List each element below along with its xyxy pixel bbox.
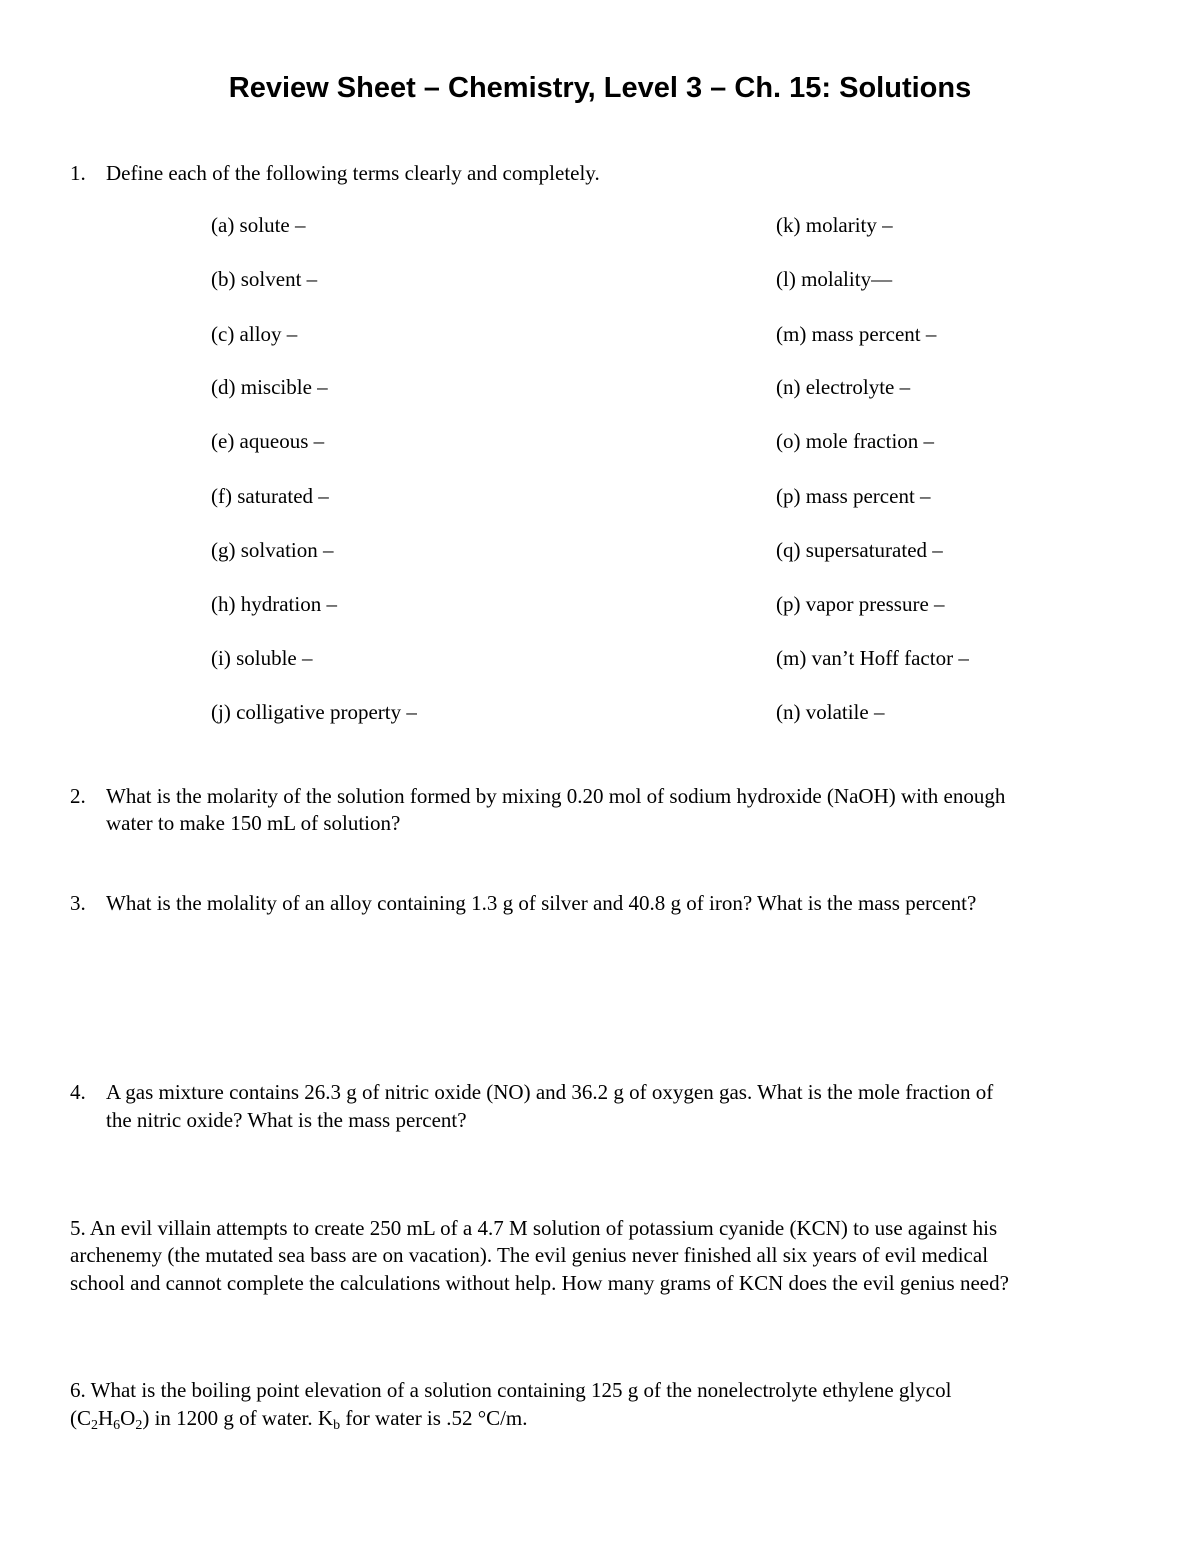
term-j: (j) colligative property – [211,700,417,724]
term-a: (a) solute – [211,213,306,237]
term-k: (k) molarity – [776,213,893,237]
question-2-number: 2. [70,784,86,808]
question-2-line-1: What is the molarity of the solution formed by mixing 0.20 mol of sodium hydroxide (NaOH) with enough [106,784,1006,808]
term-h: (h) hydration – [211,592,337,616]
term-p-vapor: (p) vapor pressure – [776,592,945,616]
term-e: (e) aqueous – [211,429,325,453]
term-f: (f) saturated – [211,484,329,508]
term-o: (o) mole fraction – [776,429,935,453]
question-4-line-2: the nitric oxide? What is the mass percent? [106,1108,467,1132]
question-4-number: 4. [70,1080,86,1104]
question-6-middle: ) in 1200 g of water. K [142,1406,334,1430]
term-g: (g) solvation – [211,538,334,562]
term-i: (i) soluble – [211,646,313,670]
question-1-text: Define each of the following terms clearly and completely. [106,161,600,185]
question-4-line-1: A gas mixture contains 26.3 g of nitric oxide (NO) and 36.2 g of oxygen gas. What is the mole fraction of [106,1080,994,1104]
page-title: Review Sheet – Chemistry, Level 3 – Ch. 15: Solutions [228,72,972,104]
term-b: (b) solvent – [211,267,318,291]
term-m: (m) mass percent – [776,322,937,346]
question-5-line-2: archenemy (the mutated sea bass are on vacation). The evil genius never finished all six years of evil medical [70,1243,989,1267]
question-3-text: What is the molality of an alloy containing 1.3 g of silver and 40.8 g of iron? What is the mass percent? [106,891,977,915]
question-2-line-2: water to make 150 mL of solution? [106,811,401,835]
term-m-vant-hoff: (m) van’t Hoff factor – [776,646,969,670]
term-n-volatile: (n) volatile – [776,700,885,724]
question-6-end: for water is .52 °C/m. [340,1406,528,1430]
subscript-kb: b [333,1418,341,1433]
question-3-number: 3. [70,891,86,915]
question-1-number: 1. [70,161,86,185]
term-c: (c) alloy – [211,322,298,346]
question-6-line-1: 6. What is the boiling point elevation of a solution containing 125 g of the nonelectrolyte ethylene glycol [70,1378,952,1402]
term-q: (q) supersaturated – [776,538,943,562]
subscript-c: 2 [91,1418,98,1433]
term-n: (n) electrolyte – [776,375,911,399]
question-6-line-2 [70,1405,528,1432]
subscript-h: 6 [113,1418,121,1433]
question-5-line-1: 5. An evil villain attempts to create 250 mL of a 4.7 M solution of potassium cyanide (KCN) to use against his [70,1216,998,1240]
formula-o: O [120,1406,136,1430]
formula-open: (C [70,1406,91,1430]
term-d: (d) miscible – [211,375,328,399]
subscript-o: 2 [135,1418,143,1433]
formula-h: H [98,1406,114,1430]
question-5-line-3: school and cannot complete the calculations without help. How many grams of KCN does the evil genius need? [70,1271,1009,1295]
term-p: (p) mass percent – [776,484,931,508]
term-l: (l) molality— [776,267,893,291]
